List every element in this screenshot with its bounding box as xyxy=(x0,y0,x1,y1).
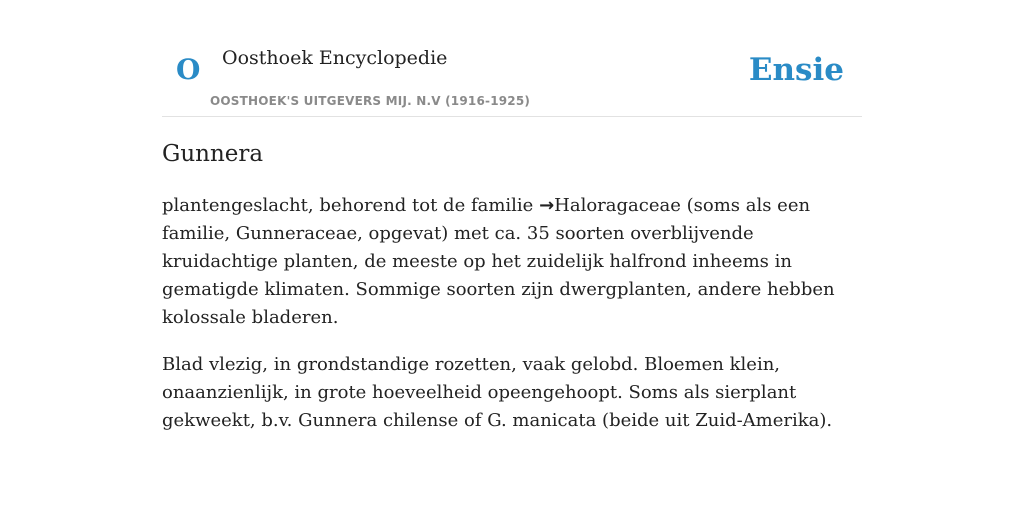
cross-reference-link[interactable] xyxy=(539,195,681,216)
book-logo[interactable]: O xyxy=(176,53,201,86)
paragraph-1 xyxy=(162,192,862,332)
article-page xyxy=(162,0,862,512)
publisher-label: OOSTHOEK'S UITGEVERS MIJ. N.V (1916-1925) xyxy=(210,94,531,108)
ensie-brand-link[interactable]: Ensie xyxy=(748,52,844,88)
entry-title: Gunnera xyxy=(162,141,264,167)
cross-reference-label: Haloragaceae xyxy=(554,195,681,216)
header xyxy=(162,0,862,117)
paragraph-2: Blad vlezig, in grondstandige rozetten, vaak gelobd. Bloemen klein, onaanzienlijk, in grote hoeveelheid opeengehoopt. Soms als sierplant gekweekt, b.v. Gunnera chilense of G. manicata (beide uit Zuid-Amerika). xyxy=(162,354,833,431)
arrow-right-icon: → xyxy=(539,195,555,216)
entry-body xyxy=(162,192,862,454)
paragraph-1-rest: (soms als een familie, Gunneraceae, opgevat) met ca. 35 soorten overblijvende kruidachtige planten, de meeste op het zuidelijk halfrond inheems in gematigde klimaten. Sommige soorten zijn dwergplanten, andere hebben kolossale bladeren. xyxy=(162,195,835,328)
book-title-link[interactable]: Oosthoek Encyclopedie xyxy=(222,47,448,69)
paragraph-1-intro: plantengeslacht, behorend tot de familie xyxy=(162,195,540,216)
